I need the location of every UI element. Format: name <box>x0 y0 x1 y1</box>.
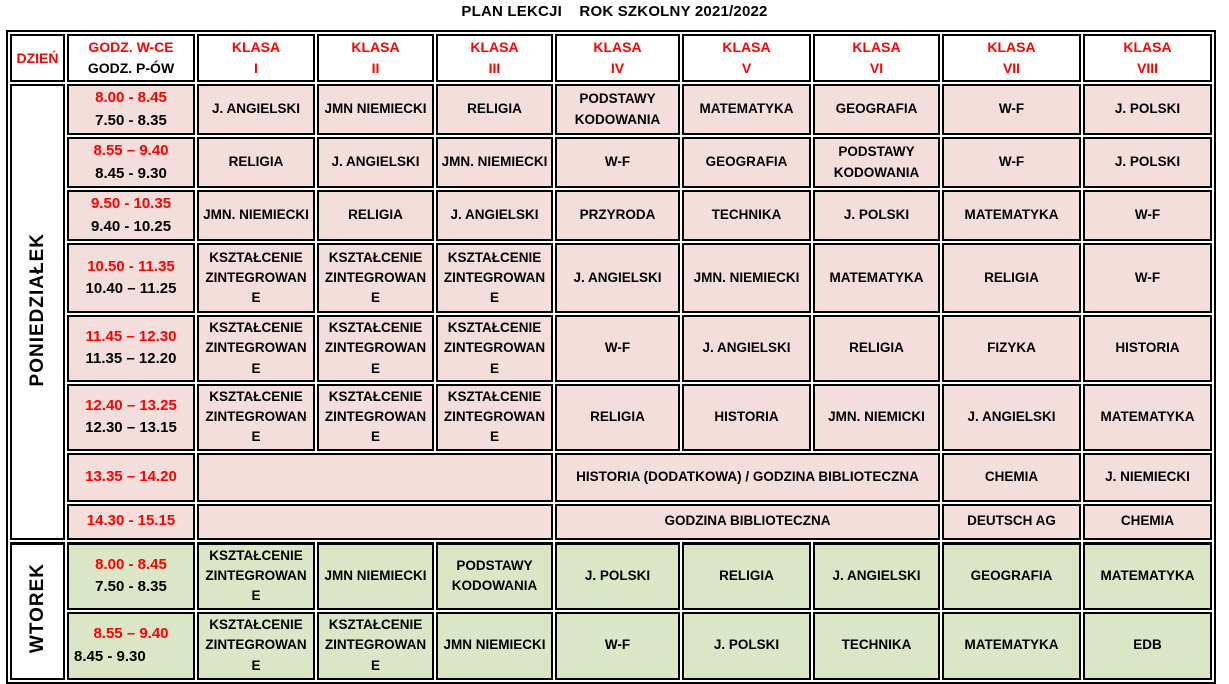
day-label: PONIEDZIAŁEK <box>26 232 48 386</box>
lesson-time: 11.45 – 12.30 <box>85 327 177 345</box>
header-class-number: IV <box>610 60 625 76</box>
subject-cell: RELIGIA <box>317 190 434 241</box>
subject-cell: J. ANGIELSKI <box>682 315 811 382</box>
break-time: 8.45 - 9.30 <box>95 164 167 182</box>
time-cell <box>67 315 195 382</box>
lesson-time: 13.35 – 14.20 <box>85 467 177 485</box>
subject-cell: J. ANGIELSKI <box>555 243 680 313</box>
subject-cell: TECHNIKA <box>813 612 940 680</box>
timetable <box>6 30 1216 684</box>
subject-cell: W-F <box>555 137 680 188</box>
header-class-cell-viii <box>1083 34 1212 82</box>
time-cell <box>67 504 195 540</box>
break-time: 7.50 - 8.35 <box>95 578 167 595</box>
subject-cell: JMN NIEMIECKI <box>317 84 434 135</box>
subject-cell: J. ANGIELSKI <box>317 137 434 188</box>
subject-cell: W-F <box>1083 243 1212 313</box>
subject-cell: J. POLSKI <box>1083 84 1212 135</box>
subject-cell: KSZTAŁCENIE ZINTEGROWANE <box>317 243 434 313</box>
subject-cell: J. ANGIELSKI <box>436 190 553 241</box>
day-label: WTOREK <box>26 563 48 654</box>
break-time: 12.30 – 13.15 <box>85 419 177 437</box>
header-class-cell-vi <box>813 34 940 82</box>
header-row <box>10 34 1212 82</box>
subject-cell: GEOGRAFIA <box>813 84 940 135</box>
timetable-row <box>10 384 1212 451</box>
timetable-row <box>10 315 1212 382</box>
header-class-label: KLASA <box>722 39 771 55</box>
subject-cell: EDB <box>1083 612 1212 680</box>
subject-cell: GODZINA BIBLIOTECZNA <box>555 504 940 540</box>
subject-cell: KSZTAŁCENIE ZINTEGROWANE <box>317 384 434 451</box>
header-class-cell-vii <box>942 34 1081 82</box>
header-class-number: VI <box>869 60 884 76</box>
header-class-cell-v <box>682 34 811 82</box>
header-class-number: V <box>741 60 752 76</box>
time-cell <box>67 612 195 680</box>
subject-cell: GEOGRAFIA <box>682 137 811 188</box>
subject-cell: MATEMATYKA <box>682 84 811 135</box>
subject-cell: J. POLSKI <box>1083 137 1212 188</box>
time-cell <box>67 137 195 188</box>
subject-cell: MATEMATYKA <box>813 243 940 313</box>
subject-cell: KSZTAŁCENIE ZINTEGROWANE <box>197 542 315 610</box>
subject-cell: RELIGIA <box>436 84 553 135</box>
subject-cell: RELIGIA <box>813 315 940 382</box>
header-class-cell-i <box>197 34 315 82</box>
subject-cell: DEUTSCH AG <box>942 504 1081 540</box>
subject-cell: KSZTAŁCENIE ZINTEGROWANE <box>197 243 315 313</box>
time-cell <box>67 542 195 610</box>
lesson-time: 10.50 - 11.35 <box>87 257 175 275</box>
header-hours-line2: GODZ. P-ÓW <box>87 60 175 76</box>
header-class-number: II <box>371 60 380 76</box>
time-cell <box>67 384 195 451</box>
lesson-time: 8.55 – 9.40 <box>93 142 169 159</box>
subject-cell: PODSTAWY KODOWANIA <box>436 542 553 610</box>
subject-cell: TECHNIKA <box>682 190 811 241</box>
time-cell <box>67 453 195 502</box>
subject-cell: J. ANGIELSKI <box>197 84 315 135</box>
lesson-time: 8.55 – 9.40 <box>93 625 169 642</box>
subject-cell: KSZTAŁCENIE ZINTEGROWANE <box>197 315 315 382</box>
lesson-time: 9.50 - 10.35 <box>90 195 172 212</box>
subject-cell: KSZTAŁCENIE ZINTEGROWANE <box>197 384 315 451</box>
subject-cell: W-F <box>1083 190 1212 241</box>
header-class-label: KLASA <box>1123 39 1172 55</box>
header-class-number: III <box>488 60 501 76</box>
header-class-cell-iv <box>555 34 680 82</box>
header-hours-cell <box>67 34 195 82</box>
subject-cell: JMN. NIEMIECKI <box>197 190 315 241</box>
header-class-label: KLASA <box>987 39 1036 55</box>
header-class-cell-ii <box>317 34 434 82</box>
subject-cell: J. NIEMIECKI <box>1083 453 1212 502</box>
break-time: 8.45 - 9.30 <box>74 647 146 665</box>
subject-cell: JMN. NIEMIECKI <box>436 137 553 188</box>
subject-cell: KSZTAŁCENIE ZINTEGROWANE <box>197 612 315 680</box>
subject-cell: HISTORIA <box>1083 315 1212 382</box>
subject-cell: W-F <box>555 612 680 680</box>
timetable-row <box>10 542 1212 610</box>
subject-cell: RELIGIA <box>682 542 811 610</box>
subject-cell: J. POLSKI <box>682 612 811 680</box>
time-cell <box>67 84 195 135</box>
timetable-row <box>10 84 1212 135</box>
header-class-number: VIII <box>1136 60 1158 76</box>
subject-cell <box>197 504 553 540</box>
timetable-row <box>10 504 1212 540</box>
header-class-label: KLASA <box>593 39 642 55</box>
header-class-number: VII <box>1002 60 1021 76</box>
break-time: 7.50 - 8.35 <box>95 111 167 129</box>
break-time: 11.35 – 12.20 <box>85 350 177 368</box>
header-class-label: KLASA <box>231 39 281 55</box>
subject-cell: HISTORIA <box>682 384 811 451</box>
break-time: 10.40 – 11.25 <box>85 280 177 297</box>
header-class-label: KLASA <box>351 39 400 55</box>
subject-cell: PRZYRODA <box>555 190 680 241</box>
subject-cell: CHEMIA <box>942 453 1081 502</box>
subject-cell: HISTORIA (DODATKOWA) / GODZINA BIBLIOTECZNA <box>555 453 940 502</box>
lesson-time: 12.40 – 13.25 <box>85 396 177 414</box>
subject-cell: KSZTAŁCENIE ZINTEGROWANE <box>436 243 553 313</box>
subject-cell: RELIGIA <box>942 243 1081 313</box>
lesson-time: 14.30 - 15.15 <box>86 512 176 530</box>
subject-cell: J. ANGIELSKI <box>813 542 940 610</box>
header-class-label: KLASA <box>852 39 901 55</box>
subject-cell: RELIGIA <box>555 384 680 451</box>
subject-cell: J. POLSKI <box>555 542 680 610</box>
subject-cell: JMN NIEMIECKI <box>317 542 434 610</box>
subject-cell: JMN. NIEMIECKI <box>682 243 811 313</box>
header-day-cell: DZIEŃ <box>10 34 65 82</box>
subject-cell: MATEMATYKA <box>1083 542 1212 610</box>
subject-cell: KSZTAŁCENIE ZINTEGROWANE <box>317 612 434 680</box>
subject-cell: MATEMATYKA <box>942 190 1081 241</box>
break-time: 9.40 - 10.25 <box>90 217 172 235</box>
header-class-label: KLASA <box>470 39 519 55</box>
timetable-row <box>10 612 1212 680</box>
subject-cell: W-F <box>555 315 680 382</box>
header-class-cell-iii <box>436 34 553 82</box>
subject-cell: J. ANGIELSKI <box>942 384 1081 451</box>
timetable-row <box>10 190 1212 241</box>
lesson-time: 8.00 - 8.45 <box>95 89 167 106</box>
subject-cell <box>197 453 553 502</box>
subject-cell: CHEMIA <box>1083 504 1212 540</box>
lesson-time: 8.00 - 8.45 <box>95 555 167 573</box>
timetable-row <box>10 243 1212 313</box>
time-cell <box>67 190 195 241</box>
subject-cell: KSZTAŁCENIE ZINTEGROWANE <box>436 384 553 451</box>
subject-cell: RELIGIA <box>197 137 315 188</box>
subject-cell: MATEMATYKA <box>942 612 1081 680</box>
subject-cell: PODSTAWY KODOWANIA <box>813 137 940 188</box>
subject-cell: JMN NIEMIECKI <box>436 612 553 680</box>
subject-cell: W-F <box>942 137 1081 188</box>
day-cell-poniedziałek <box>10 84 65 540</box>
subject-cell: MATEMATYKA <box>1083 384 1212 451</box>
subject-cell: FIZYKA <box>942 315 1081 382</box>
day-cell-wtorek <box>10 542 65 680</box>
subject-cell: KSZTAŁCENIE ZINTEGROWANE <box>317 315 434 382</box>
timetable-row <box>10 137 1212 188</box>
timetable-row <box>10 453 1212 502</box>
subject-cell: PODSTAWY KODOWANIA <box>555 84 680 135</box>
subject-cell: GEOGRAFIA <box>942 542 1081 610</box>
header-hours-line1: GODZ. W-CE <box>88 39 174 55</box>
subject-cell: J. POLSKI <box>813 190 940 241</box>
subject-cell: KSZTAŁCENIE ZINTEGROWANE <box>436 315 553 382</box>
time-cell <box>67 243 195 313</box>
subject-cell: JMN. NIEMICKI <box>813 384 940 451</box>
subject-cell: W-F <box>942 84 1081 135</box>
page-title: PLAN LEKCJI ROK SZKOLNY 2021/2022 <box>461 3 768 20</box>
header-class-number: I <box>254 60 258 76</box>
